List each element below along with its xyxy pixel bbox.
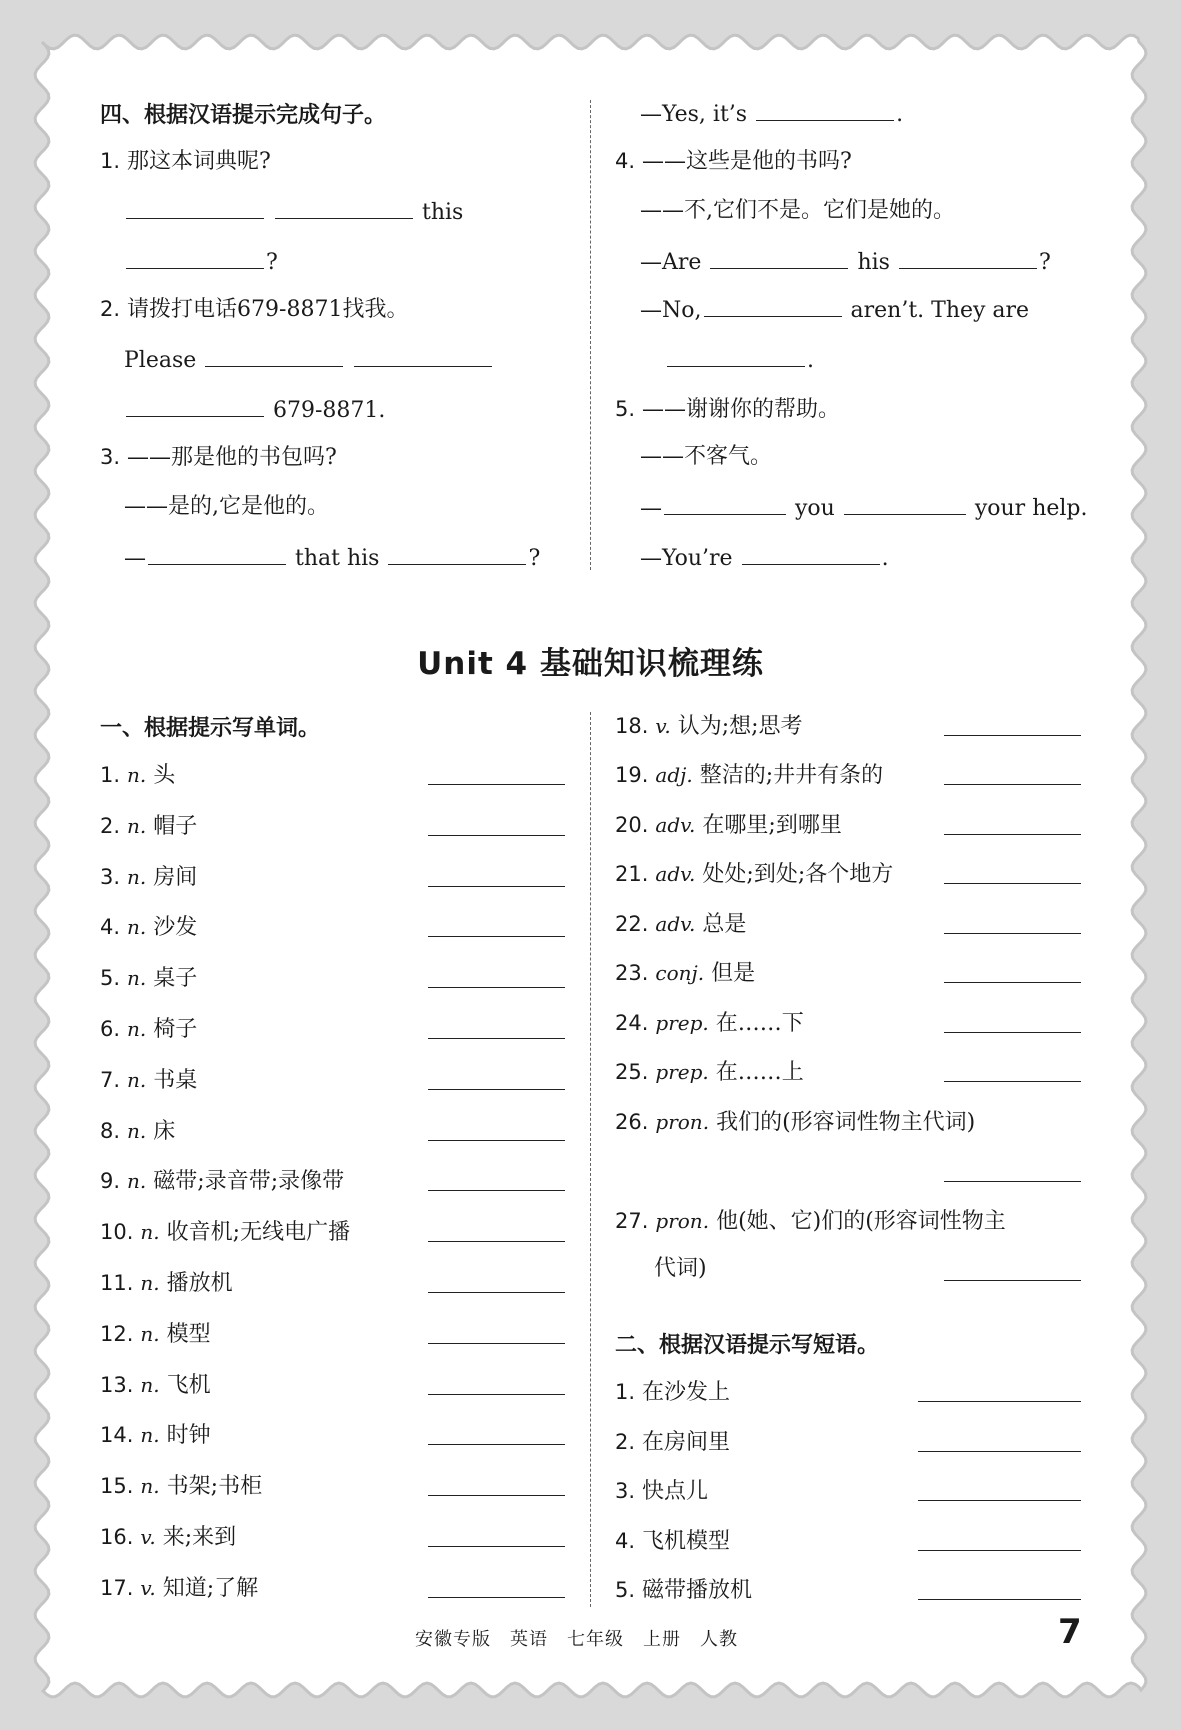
item-number: 15. (100, 1474, 134, 1499)
word-item (100, 1116, 175, 1147)
q4-chinese: ——这些是他的书吗? (642, 149, 852, 174)
q2-chinese: 请拨打电话679-8871找我。 (127, 297, 409, 322)
part-of-speech: n. (127, 864, 147, 889)
answer-blank[interactable] (742, 542, 880, 565)
word-item (615, 958, 755, 989)
column-divider-bottom (590, 712, 591, 1607)
answer-blank[interactable] (944, 933, 1081, 934)
chinese-meaning: 房间 (153, 864, 198, 890)
answer-blank[interactable] (428, 1343, 565, 1344)
answer-blank[interactable] (918, 1451, 1081, 1452)
item-number: 25. (615, 1060, 649, 1084)
item-number: 9. (100, 1169, 121, 1194)
item-number: 17. (100, 1575, 134, 1600)
word-item (615, 1575, 752, 1606)
chinese-meaning: 磁带播放机 (642, 1578, 753, 1603)
word-item (615, 909, 746, 940)
word-item (100, 1522, 236, 1553)
answer-blank[interactable] (126, 246, 264, 269)
word-item (615, 711, 803, 742)
word-item (100, 1319, 211, 1350)
q3-cont-line (640, 98, 903, 130)
part-of-speech: pron. (655, 1209, 710, 1233)
word-item (100, 1420, 211, 1451)
word-item (100, 1471, 262, 1502)
answer-blank[interactable] (710, 246, 848, 269)
part-of-speech: n. (140, 1220, 160, 1245)
word-item (100, 862, 197, 893)
q5-answer-cn: ——不客气。 (640, 444, 773, 469)
part-of-speech: n. (127, 915, 147, 940)
part-of-speech: v. (140, 1575, 156, 1600)
answer-blank[interactable] (944, 735, 1081, 736)
answer-blank[interactable] (918, 1401, 1081, 1402)
item-number: 8. (100, 1118, 121, 1143)
word-item (615, 760, 883, 791)
q4-answer-cn: ——不,它们不是。它们是她的。 (640, 198, 955, 223)
chinese-meaning: 椅子 (153, 1017, 198, 1042)
part-of-speech: v. (140, 1525, 156, 1549)
chinese-meaning: 他(她、它)们的(形容词性物主 (716, 1209, 1006, 1234)
period: . (807, 348, 814, 373)
q1-answer-line-2 (124, 246, 278, 278)
item-number: 4. (615, 1528, 636, 1553)
q2-answer-line-1 (124, 344, 494, 376)
word-item (100, 1065, 197, 1096)
chinese-meaning: 沙发 (153, 915, 198, 941)
chinese-meaning: 处处;到处;各个地方 (702, 862, 894, 887)
item-number: 24. (615, 1011, 649, 1035)
item-number: 16. (100, 1525, 134, 1549)
item-number: 6. (100, 1017, 121, 1041)
period: . (896, 102, 904, 127)
part-of-speech: prep. (655, 1060, 709, 1084)
word-item (615, 810, 842, 841)
item-number: 5. (615, 1578, 636, 1602)
item-number: 22. (615, 912, 649, 936)
answer-blank[interactable] (205, 344, 343, 367)
item-number: 1. (100, 763, 121, 787)
q5-number: 5. (615, 397, 636, 421)
item-number: 12. (100, 1321, 134, 1346)
part-of-speech: adv. (655, 912, 696, 936)
q5-chinese: ——谢谢你的帮助。 (642, 397, 841, 422)
chinese-meaning: 整洁的;井井有条的 (699, 763, 884, 788)
item-number: 13. (100, 1372, 134, 1397)
answer-blank[interactable] (428, 1038, 565, 1039)
answer-blank[interactable] (428, 987, 565, 988)
section-4-heading: 四、根据汉语提示完成句子。 (100, 103, 387, 128)
q4-are: —Are (640, 250, 702, 275)
answer-blank[interactable] (275, 196, 413, 219)
word-item (615, 859, 893, 890)
word-item (100, 760, 175, 791)
q3-answer-cn: ——是的,它是他的。 (124, 494, 329, 519)
q5-line-1 (640, 492, 1088, 524)
answer-blank[interactable] (756, 98, 894, 121)
q3-number: 3. (100, 445, 121, 469)
answer-blank[interactable] (704, 294, 842, 317)
q5-line-2 (640, 542, 889, 574)
chinese-meaning: 床 (153, 1118, 176, 1144)
item-number: 10. (100, 1220, 134, 1245)
chinese-meaning: 总是 (702, 912, 747, 937)
word-item (615, 1476, 708, 1507)
q3-words: that his (295, 546, 380, 571)
answer-blank[interactable] (428, 1495, 565, 1496)
q5-you: you (795, 496, 835, 521)
answer-blank[interactable] (428, 1241, 565, 1242)
q4-line-1 (640, 246, 1051, 278)
word-item (100, 1573, 258, 1604)
chinese-meaning: 头 (153, 763, 176, 788)
chinese-meaning: 在沙发上 (642, 1380, 731, 1405)
unit-title: Unit 4 基础知识梳理练 (417, 646, 764, 682)
q2-number: 2. (100, 297, 121, 321)
q5-prompt (615, 394, 840, 425)
item-number: 23. (615, 961, 649, 985)
q1-chinese: 那这本词典呢? (127, 149, 271, 174)
part-of-speech: n. (140, 1321, 160, 1346)
part-of-speech: n. (127, 1017, 147, 1041)
word-item (615, 1427, 730, 1458)
answer-blank[interactable] (944, 883, 1081, 884)
word-item (100, 963, 197, 994)
part-of-speech: n. (127, 763, 147, 787)
answer-blank[interactable] (944, 1081, 1081, 1082)
chinese-meaning: 帽子 (153, 813, 198, 839)
item-number: 21. (615, 862, 649, 886)
part-of-speech: n. (127, 1169, 147, 1194)
part-of-speech: n. (140, 1474, 160, 1499)
answer-blank[interactable] (944, 982, 1081, 983)
chinese-meaning: 在……下 (715, 1011, 804, 1036)
part-of-speech: v. (655, 714, 671, 738)
q1-word: this (422, 200, 464, 225)
section-2-heading: 二、根据汉语提示写短语。 (615, 1333, 880, 1358)
part-of-speech: n. (140, 1372, 160, 1397)
chinese-meaning: 模型 (166, 1321, 211, 1347)
q3-cont-text: —Yes, it’s (640, 102, 748, 127)
part-of-speech: adv. (655, 813, 696, 837)
q3-mark: ? (528, 546, 541, 571)
q5-youre: —You’re (640, 546, 733, 571)
answer-blank[interactable] (667, 344, 805, 367)
answer-blank[interactable] (126, 394, 264, 417)
chinese-meaning: 书桌 (153, 1067, 198, 1093)
chinese-meaning: 知道;了解 (162, 1575, 259, 1601)
word-item (100, 912, 197, 943)
q4-they-are: aren’t. They are (850, 298, 1030, 323)
answer-blank[interactable] (944, 1280, 1081, 1281)
q2-prompt (100, 294, 408, 325)
chinese-meaning: 飞机模型 (642, 1528, 731, 1554)
item-number: 3. (100, 864, 121, 889)
part-of-speech: n. (140, 1423, 160, 1448)
word-item (615, 1107, 975, 1138)
item-number: 3. (615, 1479, 636, 1503)
answer-blank[interactable] (899, 246, 1037, 269)
chinese-meaning: 在……上 (715, 1060, 804, 1085)
answer-blank[interactable] (428, 1444, 565, 1445)
item-number: 5. (100, 966, 121, 991)
part-of-speech: prep. (655, 1011, 709, 1035)
answer-blank[interactable] (428, 1140, 565, 1141)
item-number: 26. (615, 1110, 649, 1134)
answer-blank[interactable] (428, 1394, 565, 1395)
item-number: 14. (100, 1423, 134, 1448)
q4-prompt (615, 146, 852, 177)
item-number: 2. (100, 813, 121, 838)
item-number: 4. (100, 915, 121, 940)
part-of-speech: n. (127, 966, 147, 991)
q4-no: —No, (640, 298, 702, 323)
q2-word: Please (124, 348, 197, 373)
word-item (100, 1217, 350, 1248)
answer-blank[interactable] (664, 492, 786, 515)
part-of-speech: conj. (655, 961, 705, 985)
chinese-meaning: 来;来到 (162, 1525, 237, 1550)
item-number: 19. (615, 763, 649, 787)
item-number: 2. (615, 1429, 636, 1454)
word-item (615, 1206, 1006, 1237)
answer-blank[interactable] (844, 492, 966, 515)
answer-blank[interactable] (148, 542, 286, 565)
chinese-meaning: 但是 (711, 961, 756, 986)
answer-blank[interactable] (944, 1181, 1081, 1182)
item-number: 11. (100, 1271, 134, 1295)
answer-blank[interactable] (428, 936, 565, 937)
answer-blank[interactable] (944, 784, 1081, 785)
dash: — (124, 546, 146, 571)
q3-chinese: ——那是他的书包吗? (127, 445, 337, 470)
chinese-meaning: 书架;书柜 (166, 1474, 263, 1500)
answer-blank[interactable] (354, 344, 492, 367)
section-1-heading: 一、根据提示写单词。 (100, 716, 321, 741)
q3-prompt (100, 442, 337, 473)
chinese-meaning: 在哪里;到哪里 (702, 813, 842, 838)
item-number: 18. (615, 714, 649, 738)
answer-blank[interactable] (428, 1597, 565, 1598)
chinese-meaning: 收音机;无线电广播 (166, 1220, 351, 1246)
q2-answer-line-2 (124, 394, 385, 426)
answer-blank[interactable] (918, 1550, 1081, 1551)
answer-blank[interactable] (918, 1500, 1081, 1501)
word-item (615, 1377, 730, 1408)
period: . (881, 546, 889, 571)
word-item (615, 1526, 730, 1557)
q1-answer-line-1 (124, 196, 463, 228)
answer-blank[interactable] (428, 1546, 565, 1547)
answer-blank[interactable] (428, 784, 565, 785)
chinese-meaning: 我们的(形容词性物主代词) (716, 1110, 976, 1135)
q1-prompt (100, 146, 271, 177)
q4-line-3 (665, 344, 814, 376)
word-item (100, 1370, 211, 1401)
chinese-meaning: 桌子 (153, 966, 198, 992)
item-number: 20. (615, 813, 649, 837)
part-of-speech: adv. (655, 862, 696, 886)
q1-mark: ? (266, 250, 278, 275)
chinese-meaning: 磁带;录音带;录像带 (153, 1169, 345, 1195)
answer-blank[interactable] (428, 1089, 565, 1090)
item-number: 7. (100, 1067, 121, 1092)
part-of-speech: n. (127, 1067, 147, 1092)
answer-blank[interactable] (918, 1599, 1081, 1600)
part-of-speech: pron. (655, 1110, 710, 1134)
chinese-meaning-cont: 代词) (654, 1256, 707, 1281)
answer-blank[interactable] (126, 196, 264, 219)
part-of-speech: n. (127, 1118, 147, 1143)
column-divider-top (590, 100, 591, 570)
chinese-meaning: 播放机 (166, 1271, 233, 1296)
part-of-speech: adj. (655, 763, 693, 787)
chinese-meaning: 飞机 (166, 1372, 211, 1398)
chinese-meaning: 认为;想;思考 (677, 714, 803, 739)
answer-blank[interactable] (428, 1292, 565, 1293)
q2-number-text: 679-8871. (273, 398, 386, 423)
answer-blank[interactable] (428, 835, 565, 836)
word-item (100, 1014, 197, 1045)
answer-blank[interactable] (428, 1190, 565, 1191)
item-number: 27. (615, 1209, 649, 1233)
chinese-meaning: 时钟 (166, 1423, 211, 1449)
q4-line-2 (640, 294, 1029, 326)
q3-answer-line (124, 542, 540, 574)
q4-number: 4. (615, 149, 636, 173)
q4-mark: ? (1038, 250, 1051, 275)
word-item (615, 1057, 804, 1088)
dash: — (640, 496, 662, 521)
word-item (100, 811, 197, 842)
chinese-meaning: 在房间里 (642, 1429, 731, 1455)
part-of-speech: n. (140, 1271, 160, 1295)
chinese-meaning: 快点儿 (642, 1479, 709, 1504)
q4-his: his (857, 250, 890, 275)
word-item (615, 1008, 804, 1039)
page-number: 7 (1058, 1612, 1082, 1652)
item-number: 1. (615, 1380, 636, 1404)
q1-number: 1. (100, 149, 121, 173)
q5-your-help: your help. (974, 496, 1088, 521)
answer-blank[interactable] (388, 542, 526, 565)
word-item (100, 1268, 233, 1299)
answer-blank[interactable] (944, 1032, 1081, 1033)
word-item (100, 1166, 344, 1197)
answer-blank[interactable] (428, 886, 565, 887)
footer-text: 安徽专版 英语 七年级 上册 人教 (415, 1629, 738, 1650)
answer-blank[interactable] (944, 834, 1081, 835)
part-of-speech: n. (127, 813, 147, 838)
